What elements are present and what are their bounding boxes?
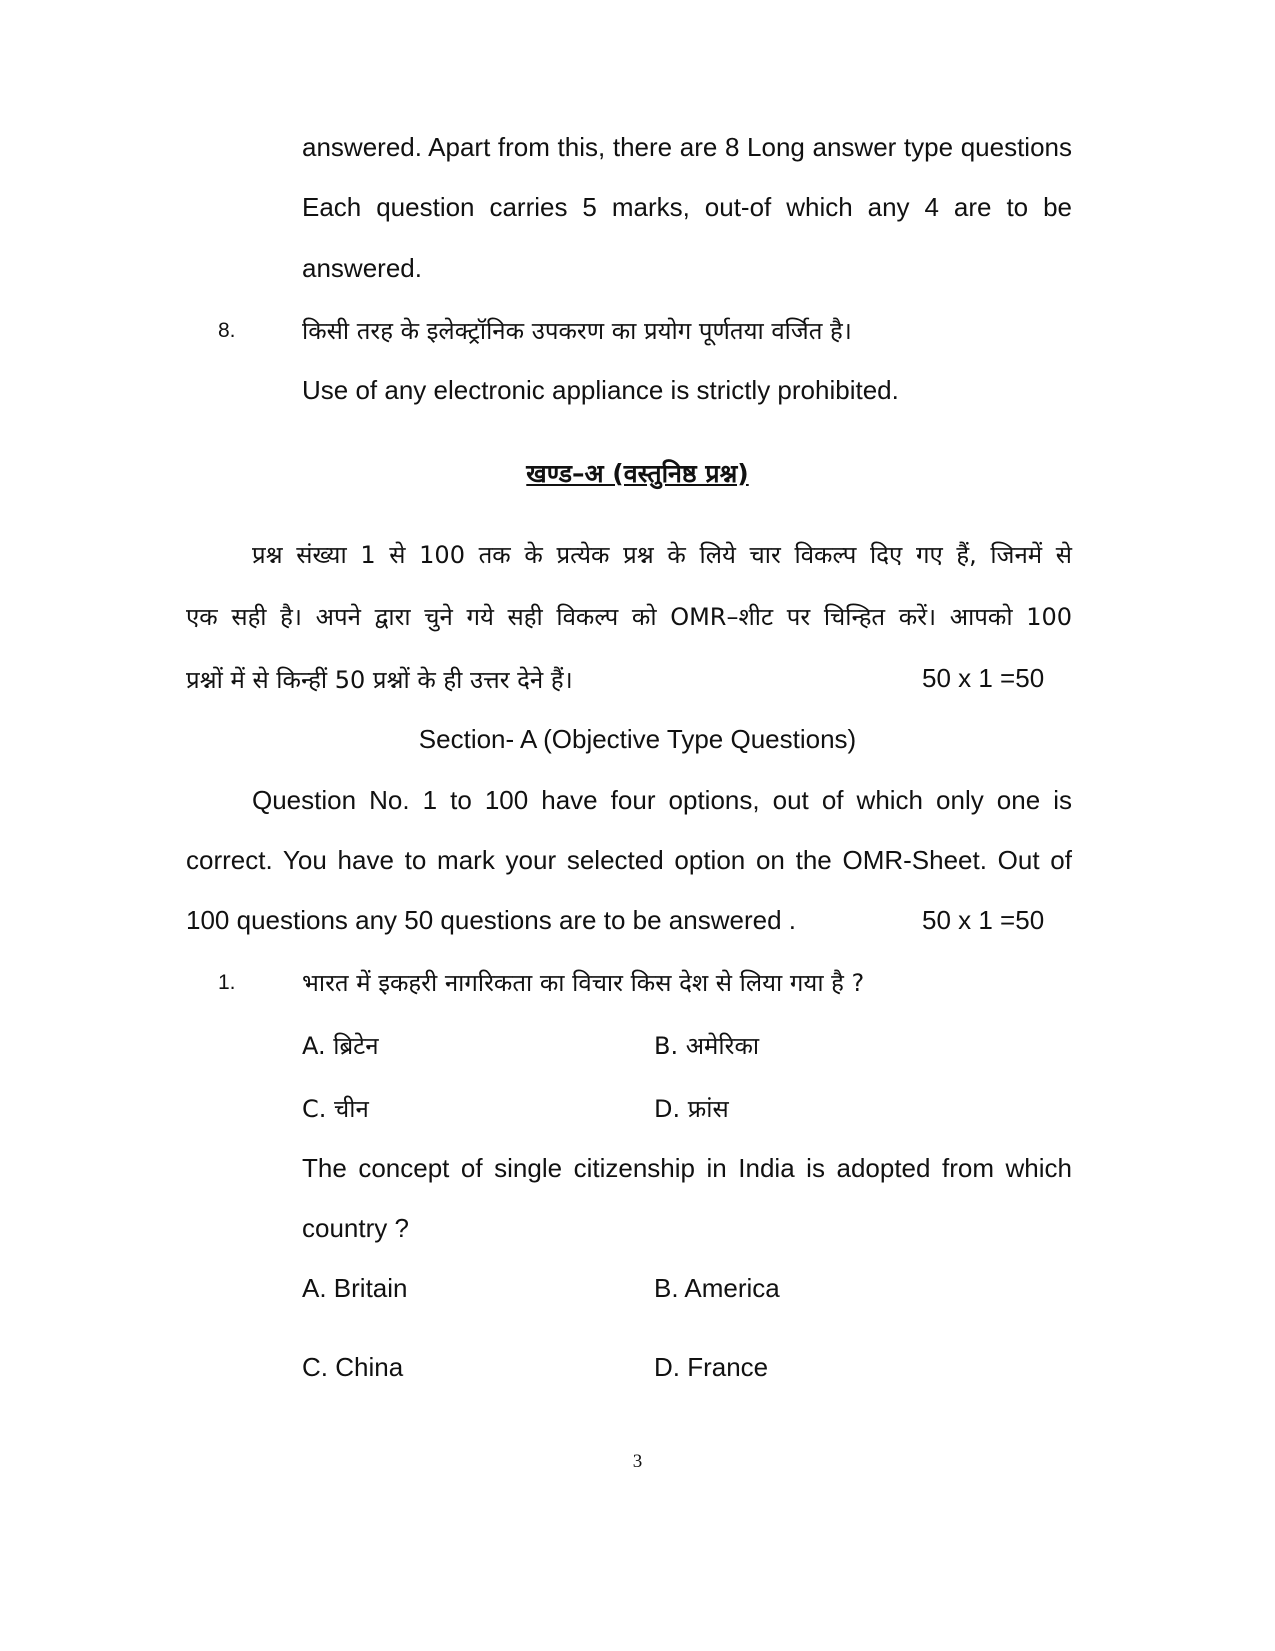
instruction-7-line-3: answered. [302,253,422,283]
instruction-7-line-2: Each question carries 5 marks, out-of which any 4 are to be [302,192,1072,222]
question-1-hindi-option-b: B. अमेरिका [654,1032,760,1060]
section-a-english-marks: 50 x 1 =50 [922,905,1045,935]
instruction-8-english: Use of any electronic appliance is strictly prohibited. [302,375,899,405]
question-1-english-option-b: B. America [654,1273,780,1303]
section-a-english-line-1: Question No. 1 to 100 have four options, out of which only one is [252,785,1072,815]
question-1-english-line-1: The concept of single citizenship in India is adopted from which [302,1153,1072,1183]
question-1-hindi: भारत में इकहरी नागरिकता का विचार किस देश से लिया गया है ? [302,969,865,997]
question-1-hindi-option-c: C. चीन [302,1095,369,1123]
page-number: 3 [632,1451,643,1472]
question-1-number: 1. [218,971,236,994]
section-a-hindi-line-3: प्रश्नों में से किन्हीं 50 प्रश्नों के ही उत्तर देने हैं। [186,666,573,694]
section-a-english-line-3: 100 questions any 50 questions are to be answered . [186,905,796,935]
question-1-english-option-d: D. France [654,1352,769,1382]
section-a-english-line-2: correct. You have to mark your selected option on the OMR-Sheet. Out of [186,845,1072,875]
instruction-8-number: 8. [218,319,236,342]
section-a-hindi-line-2: एक सही है। अपने द्वारा चुने गये सही विकल्प को OMR–शीट पर चिन्हित करें। आपको 100 [186,603,1072,631]
section-a-heading-english: Section- A (Objective Type Questions) [418,724,857,754]
instruction-7-line-1: answered. Apart from this, there are 8 Long answer type questions [302,132,1072,162]
question-1-english-option-c: C. China [302,1352,404,1382]
question-1-hindi-option-d: D. फ्रांस [654,1095,729,1123]
section-a-hindi-line-1: प्रश्न संख्या 1 से 100 तक के प्रत्येक प्रश्न के लिये चार विकल्प दिए गए हैं, जिनमें से [252,541,1072,569]
section-a-heading-hindi: खण्ड–अ (वस्तुनिष्ठ प्रश्न) [526,459,749,488]
instruction-8-hindi: किसी तरह के इलेक्ट्रॉनिक उपकरण का प्रयोग पूर्णतया वर्जित है। [302,317,852,345]
question-1-english-option-a: A. Britain [302,1273,408,1303]
question-1-english-line-2: country ? [302,1213,409,1243]
question-1-hindi-option-a: A. ब्रिटेन [302,1032,379,1060]
section-a-hindi-marks: 50 x 1 =50 [922,663,1045,693]
